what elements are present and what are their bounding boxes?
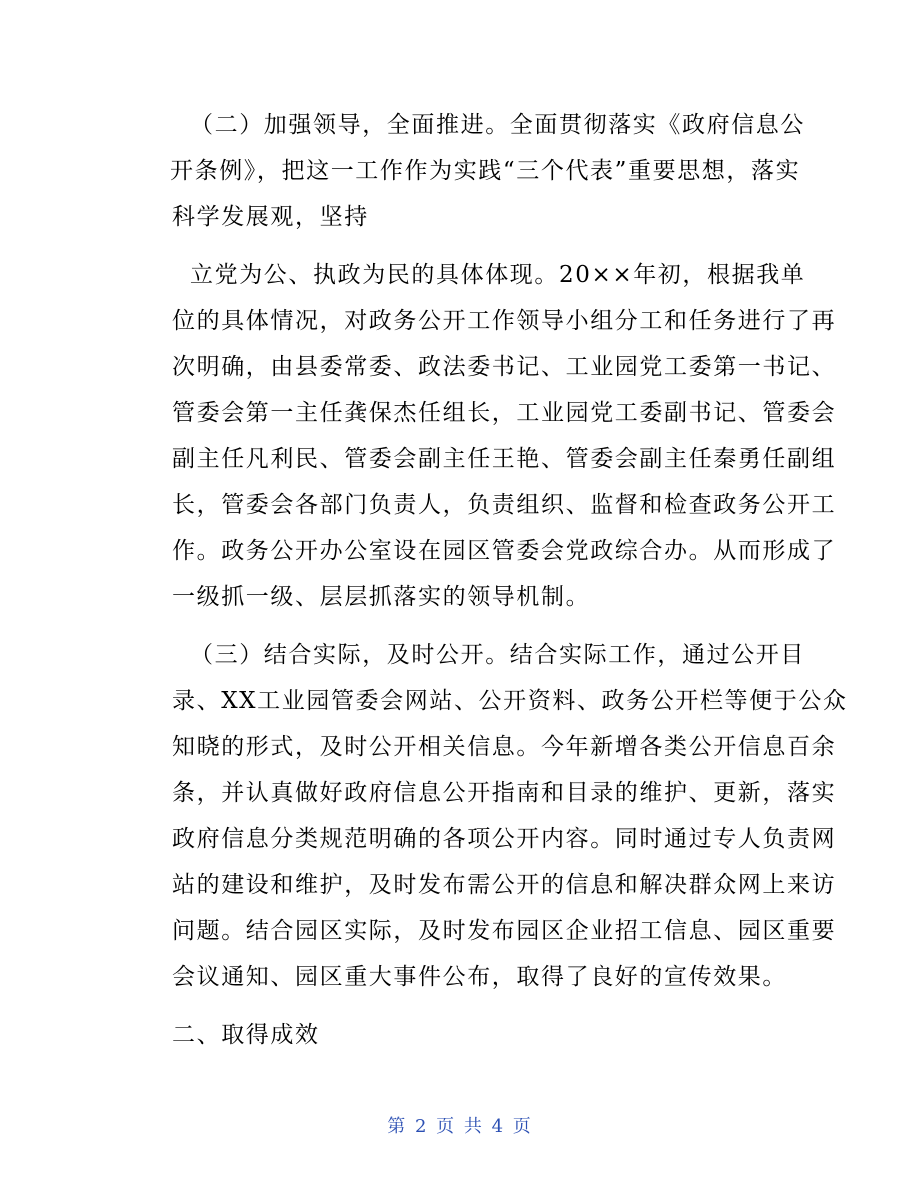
paragraph-line: （三）结合实际，及时公开。结合实际工作，通过公开目 bbox=[190, 642, 805, 668]
document-body bbox=[170, 102, 848, 1058]
paragraph-line: 作。政务公开办公室设在园区管委会党政综合办。从而形成了 bbox=[172, 538, 837, 564]
paragraph-line: 一级抓一级、层层抓落实的领导机制。 bbox=[172, 584, 591, 610]
paragraph-line: 条，并认真做好政府信息公开指南和目录的维护、更新，落实 bbox=[172, 780, 837, 806]
paragraph-line: 问题。结合园区实际，及时发布园区企业招工信息、园区重要 bbox=[172, 918, 837, 944]
paragraph-line: 开条例》，把这一工作作为实践“三个代表”重要思想，落实 bbox=[170, 158, 801, 184]
page-footer: 第 2 页 共 4 页 bbox=[387, 1116, 533, 1137]
paragraph-line: 科学发展观，坚持 bbox=[172, 204, 369, 230]
paragraph-mechanism bbox=[172, 252, 837, 620]
section-heading: 二、取得成效 bbox=[172, 1022, 320, 1048]
paragraph-disclosure bbox=[172, 632, 848, 1000]
paragraph-line: 副主任凡利民、管委会副主任王艳、管委会副主任秦勇任副组 bbox=[172, 446, 837, 472]
paragraph-line: 管委会第一主任龚保杰任组长，工业园党工委副书记、管委会 bbox=[172, 400, 837, 426]
paragraph-line: 站的建设和维护，及时发布需公开的信息和解决群众网上来访 bbox=[172, 872, 837, 898]
paragraph-line: 录、XX工业园管委会网站、公开资料、政务公开栏等便于公众 bbox=[172, 688, 848, 714]
paragraph-line: 位的具体情况，对政务公开工作领导小组分工和任务进行了再 bbox=[172, 308, 837, 334]
paragraph-line: 政府信息分类规范明确的各项公开内容。同时通过专人负责网 bbox=[172, 826, 837, 852]
paragraph-line: 长，管委会各部门负责人，负责组织、监督和检查政务公开工 bbox=[172, 492, 837, 518]
paragraph-line: 立党为公、执政为民的具体体现。20××年初，根据我单 bbox=[190, 262, 806, 288]
paragraph-line: 知晓的形式，及时公开相关信息。今年新增各类公开信息百余 bbox=[172, 734, 837, 760]
paragraph-line: 次明确，由县委常委、政法委书记、工业园党工委第一书记、 bbox=[172, 354, 837, 380]
paragraph-line: 会议通知、园区重大事件公布，取得了良好的宣传效果。 bbox=[172, 964, 787, 990]
paragraph-line: （二）加强领导，全面推进。全面贯彻落实《政府信息公 bbox=[190, 112, 805, 138]
paragraph-leadership bbox=[170, 102, 805, 240]
